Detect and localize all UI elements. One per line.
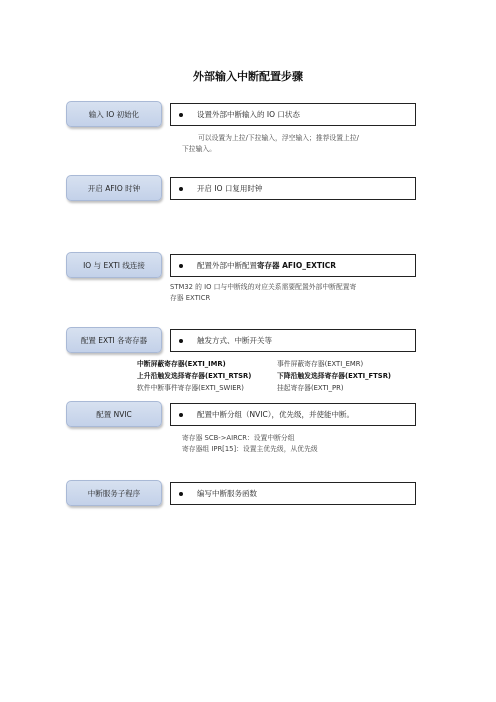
- step-io-init-note: [182, 133, 359, 155]
- step-bullet-text: 触发方式、中断开关等: [197, 336, 272, 345]
- step-nvic-detail: [170, 403, 416, 426]
- note-line: 存器 EXTICR: [170, 294, 211, 302]
- bullet-icon: [179, 339, 183, 343]
- register-imr: 中断屏蔽寄存器(EXTI_IMR): [137, 360, 226, 368]
- step-exti-registers-detail: [170, 329, 416, 352]
- bullet-icon: [179, 413, 183, 417]
- step-bullet-prefix: 配置外部中断配置: [197, 261, 257, 270]
- step-label: 中断服务子程序: [87, 488, 141, 498]
- page-title: 外部输入中断配置步骤: [193, 70, 303, 83]
- exti-register-list: [137, 359, 427, 394]
- register-emr: 事件屏蔽寄存器(EXTI_EMR): [277, 360, 364, 368]
- step-bullet-text: 开启 IO 口复用时钟: [197, 184, 263, 193]
- step-bullet-bold: 寄存器 AFIO_EXTICR: [257, 261, 337, 270]
- bullet-icon: [179, 113, 183, 117]
- register-swier: 软件中断事件寄存器(EXTI_SWIER): [137, 384, 244, 392]
- step-io-init: [66, 101, 162, 127]
- step-label: 配置 NVIC: [96, 409, 132, 419]
- step-label: 配置 EXTI 各寄存器: [80, 335, 148, 345]
- bullet-icon: [179, 492, 183, 496]
- step-bullet-text: 编写中断服务函数: [197, 489, 257, 498]
- step-isr: [66, 480, 162, 506]
- note-line: STM32 的 IO 口与中断线的对应关系需要配置外部中断配置寄: [170, 283, 357, 291]
- step-io-exti-connect-detail: [170, 254, 416, 277]
- step-label: 开启 AFIO 时钟: [87, 183, 141, 193]
- note-line: 下拉输入。: [182, 145, 216, 153]
- register-rtsr: 上升沿触发选择寄存器(EXTI_RTSR): [137, 372, 252, 380]
- bullet-icon: [179, 264, 183, 268]
- step-bullet-text: 配置中断分组（NVIC），优先级，并使能中断。: [197, 410, 354, 419]
- step-afio-clock: [66, 175, 162, 201]
- step-bullet-text: 设置外部中断输入的 IO 口状态: [197, 110, 300, 119]
- step-label: IO 与 EXTI 线连接: [83, 260, 145, 270]
- step-afio-clock-detail: [170, 177, 416, 200]
- step-nvic-note: [182, 433, 318, 455]
- step-label: 输入 IO 初始化: [88, 109, 140, 119]
- step-isr-detail: [170, 482, 416, 505]
- note-line: 寄存器 SCB->AIRCR：设置中断分组: [182, 434, 295, 442]
- step-io-exti-connect-note: [170, 282, 356, 304]
- bullet-icon: [179, 187, 183, 191]
- note-line: 可以设置为上拉/下拉输入，浮空输入；推荐设置上拉/: [198, 134, 359, 142]
- register-ftsr: 下降沿触发选择寄存器(EXTI_FTSR): [277, 372, 392, 380]
- step-nvic: [66, 401, 162, 427]
- step-io-init-detail: [170, 103, 416, 126]
- register-pr: 挂起寄存器(EXTI_PR): [277, 384, 344, 392]
- step-io-exti-connect: [66, 252, 162, 278]
- note-line: 寄存器组 IPR[15]：设置主优先级，从优先级: [182, 445, 318, 453]
- step-exti-registers: [66, 327, 162, 353]
